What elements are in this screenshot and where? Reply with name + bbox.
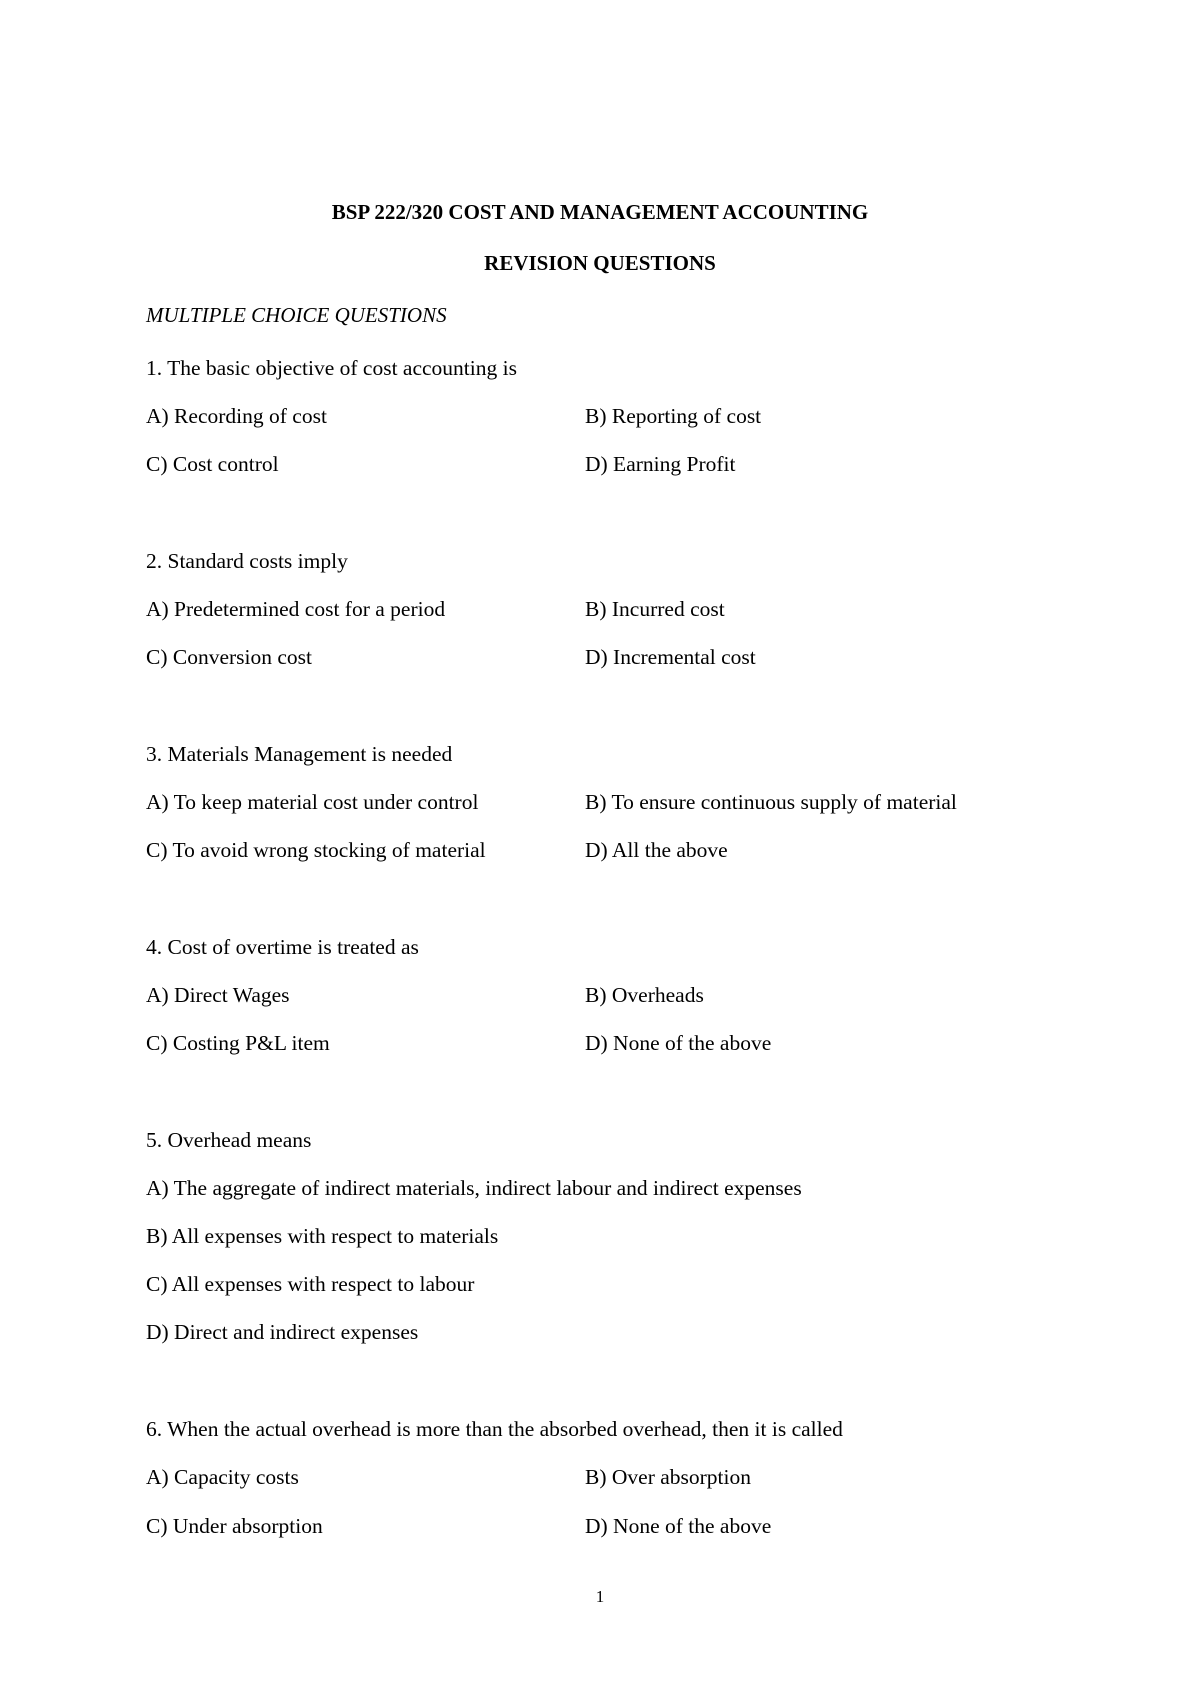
option-b: B) Reporting of cost <box>585 404 762 428</box>
page-number: 1 <box>595 1587 605 1606</box>
option-a: A) Predetermined cost for a period <box>146 597 446 621</box>
question-text: 6. When the actual overhead is more than the absorbed overhead, then it is called <box>146 1417 843 1441</box>
option-d: D) None of the above <box>585 1031 772 1055</box>
option-b: B) Over absorption <box>585 1465 751 1489</box>
option-d: D) Earning Profit <box>585 452 736 476</box>
question-text: 2. Standard costs imply <box>146 549 348 573</box>
question-text: 5. Overhead means <box>146 1128 312 1152</box>
option-b: B) Overheads <box>585 983 704 1007</box>
option-b: B) To ensure continuous supply of material <box>585 790 957 814</box>
question-text: 3. Materials Management is needed <box>146 742 453 766</box>
option-d: D) None of the above <box>585 1514 772 1538</box>
document-title: BSP 222/320 COST AND MANAGEMENT ACCOUNTING <box>331 200 869 224</box>
option-a: A) Capacity costs <box>146 1465 299 1489</box>
option-c: C) Conversion cost <box>146 645 313 669</box>
option-c: C) All expenses with respect to labour <box>146 1272 475 1296</box>
section-heading: MULTIPLE CHOICE QUESTIONS <box>146 303 447 327</box>
option-c: C) Costing P&L item <box>146 1031 330 1055</box>
option-c: C) To avoid wrong stocking of material <box>146 838 486 862</box>
option-c: C) Cost control <box>146 452 279 476</box>
option-a: A) To keep material cost under control <box>146 790 479 814</box>
document-subtitle: REVISION QUESTIONS <box>484 251 716 275</box>
option-d: D) Incremental cost <box>585 645 756 669</box>
option-a: A) Recording of cost <box>146 404 327 428</box>
option-b: B) All expenses with respect to materials <box>146 1224 499 1248</box>
question-text: 1. The basic objective of cost accounting is <box>146 356 517 380</box>
option-c: C) Under absorption <box>146 1514 323 1538</box>
option-a: A) Direct Wages <box>146 983 290 1007</box>
option-b: B) Incurred cost <box>585 597 725 621</box>
option-d: D) All the above <box>585 838 728 862</box>
option-a: A) The aggregate of indirect materials, indirect labour and indirect expenses <box>146 1176 802 1200</box>
question-text: 4. Cost of overtime is treated as <box>146 935 419 959</box>
option-d: D) Direct and indirect expenses <box>146 1320 419 1344</box>
